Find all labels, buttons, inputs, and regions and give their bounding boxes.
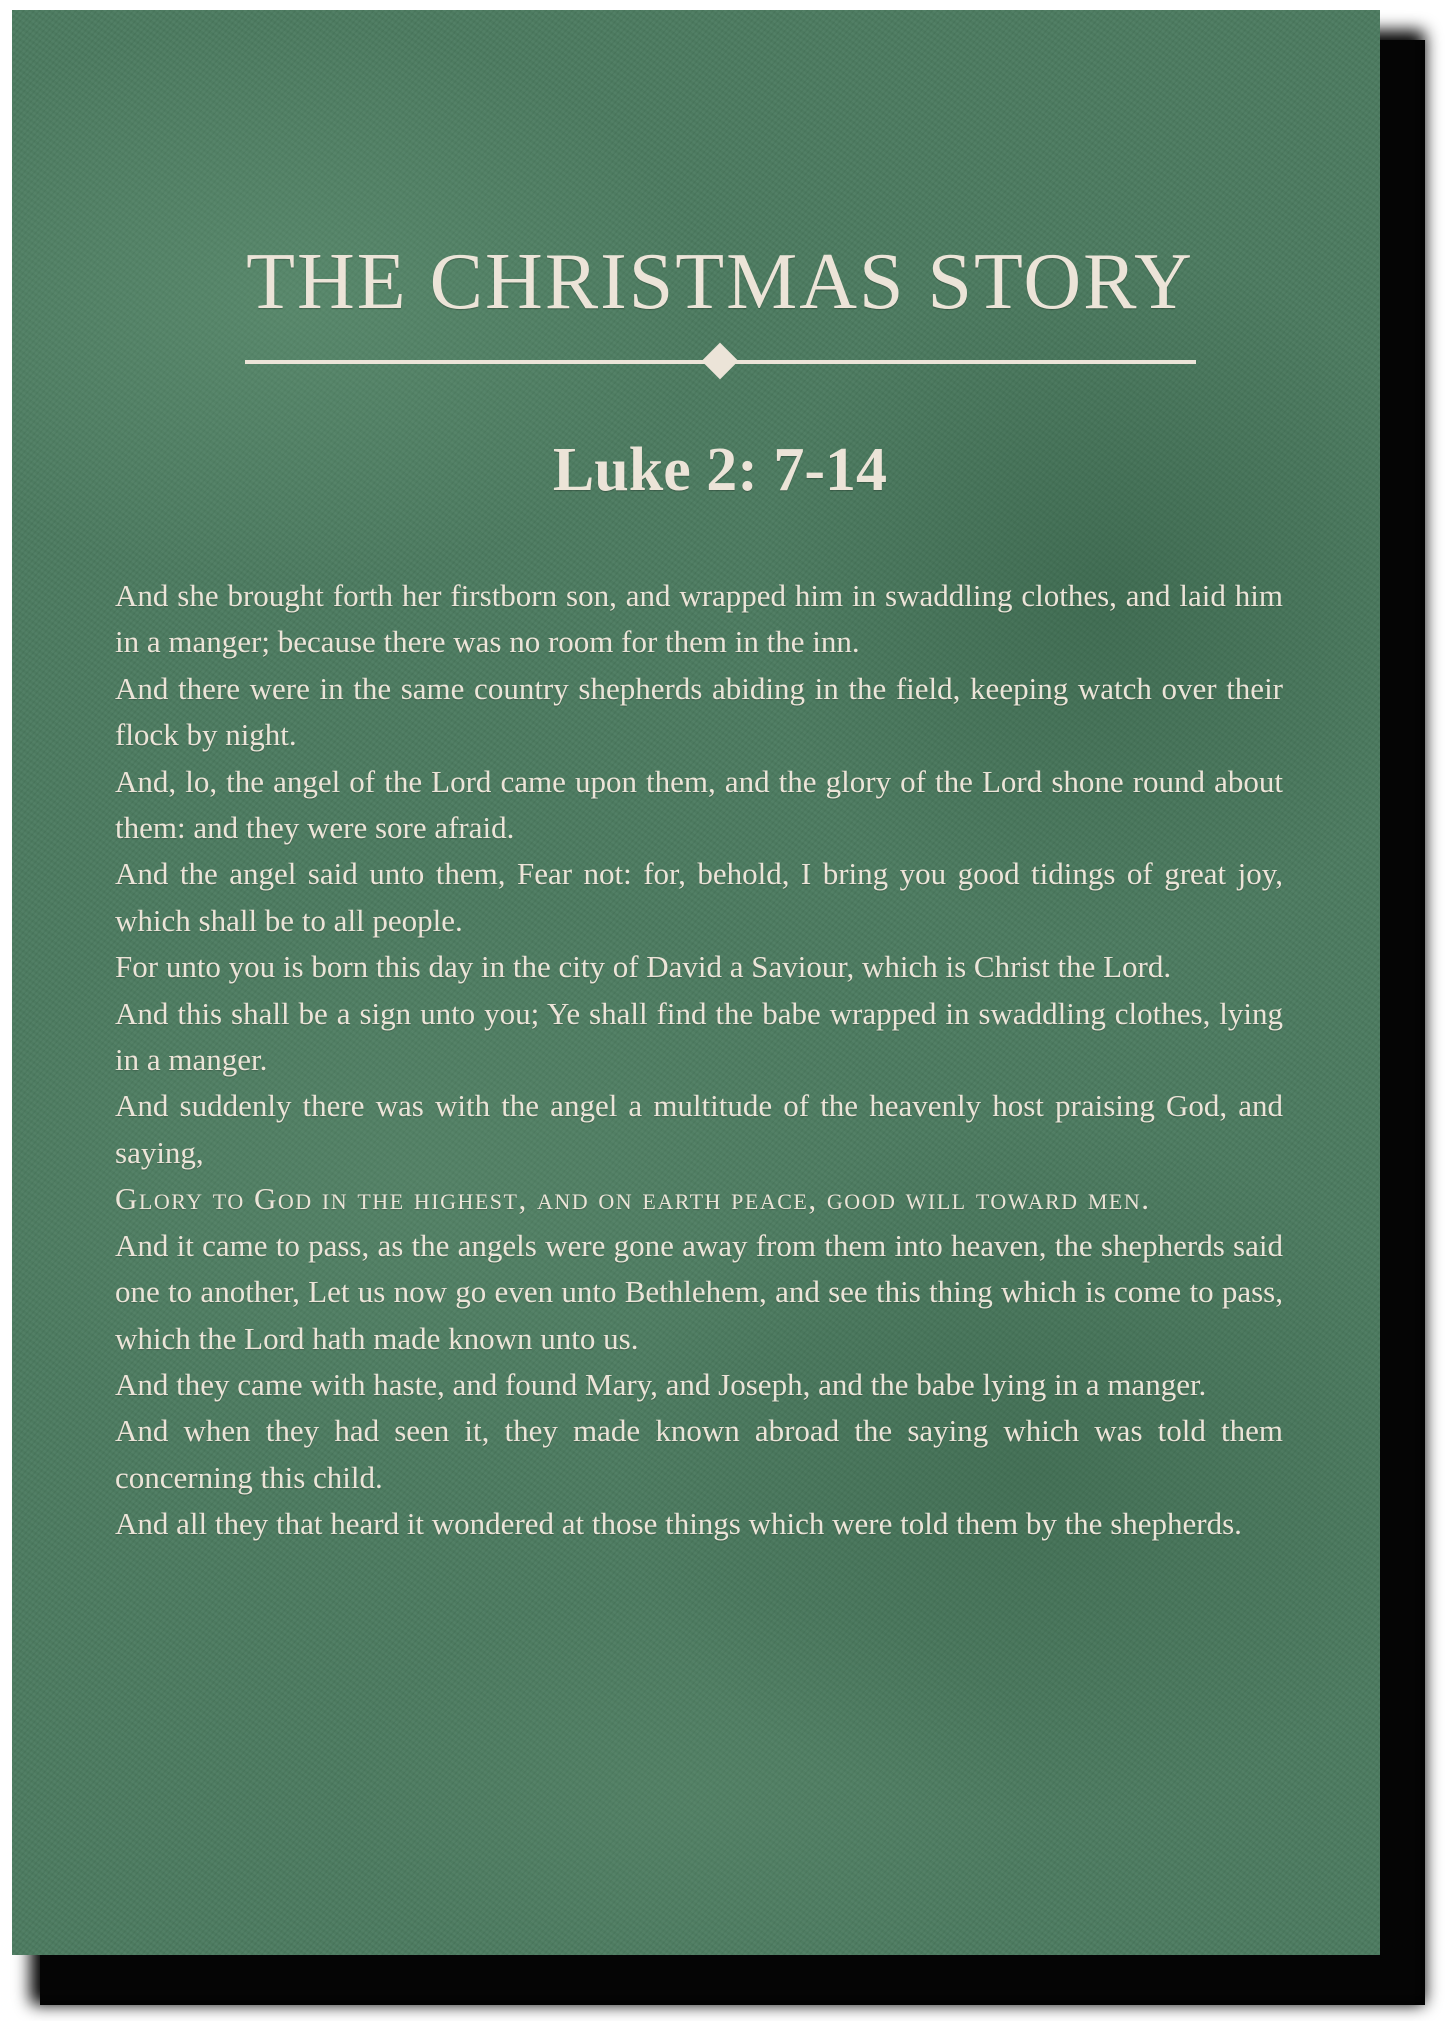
verse-14-proclamation: Glory to God in the highest, and on earth peace, good will toward men. <box>115 1181 1151 1217</box>
verse-17: And when they had seen it, they made known abroad the saying which was told them concerning this child. <box>115 1413 1283 1495</box>
scripture-text <box>115 573 1283 1548</box>
verse-15: And it came to pass, as the angels were gone away from them into heaven, the shepherds said one to another, Let us now go even unto Bethlehem, and see this thing which is come to pass, which the Lord hath made known unto us. <box>115 1227 1283 1356</box>
verse-9: And, lo, the angel of the Lord came upon them, and the glory of the Lord shone round about them: and they were sore afraid. <box>115 763 1283 846</box>
verse-11: For unto you is born this day in the city of David a Saviour, which is Christ the Lord. <box>115 949 1172 985</box>
scripture-reference: Luke 2: 7-14 <box>552 436 888 504</box>
verse-7: And she brought forth her firstborn son, and wrapped him in swaddling clothes, and laid him in a manger; because there was no room for them in the inn. <box>115 578 1283 660</box>
verse-16: And they came with haste, and found Mary, and Joseph, and the babe lying in a manger. <box>115 1366 1207 1402</box>
christmas-story-poster <box>12 10 1380 1955</box>
diamond-ornament-icon <box>702 343 739 380</box>
verse-13: And suddenly there was with the angel a multitude of the heavenly host praising God, and saying, <box>115 1088 1283 1170</box>
verse-18: And all they that heard it wondered at those things which were told them by the shepherds. <box>115 1506 1242 1542</box>
poster-title: THE CHRISTMAS STORY <box>246 238 1194 326</box>
verse-8: And there were in the same country shepherds abiding in the field, keeping watch over their flock by night. <box>115 670 1283 753</box>
verse-12: And this shall be a sign unto you; Ye shall find the babe wrapped in swaddling clothes, lying in a manger. <box>115 995 1283 1078</box>
title-divider <box>245 350 1196 374</box>
verse-10: And the angel said unto them, Fear not: for, behold, I bring you good tidings of great joy, which shall be to all people. <box>115 856 1283 938</box>
